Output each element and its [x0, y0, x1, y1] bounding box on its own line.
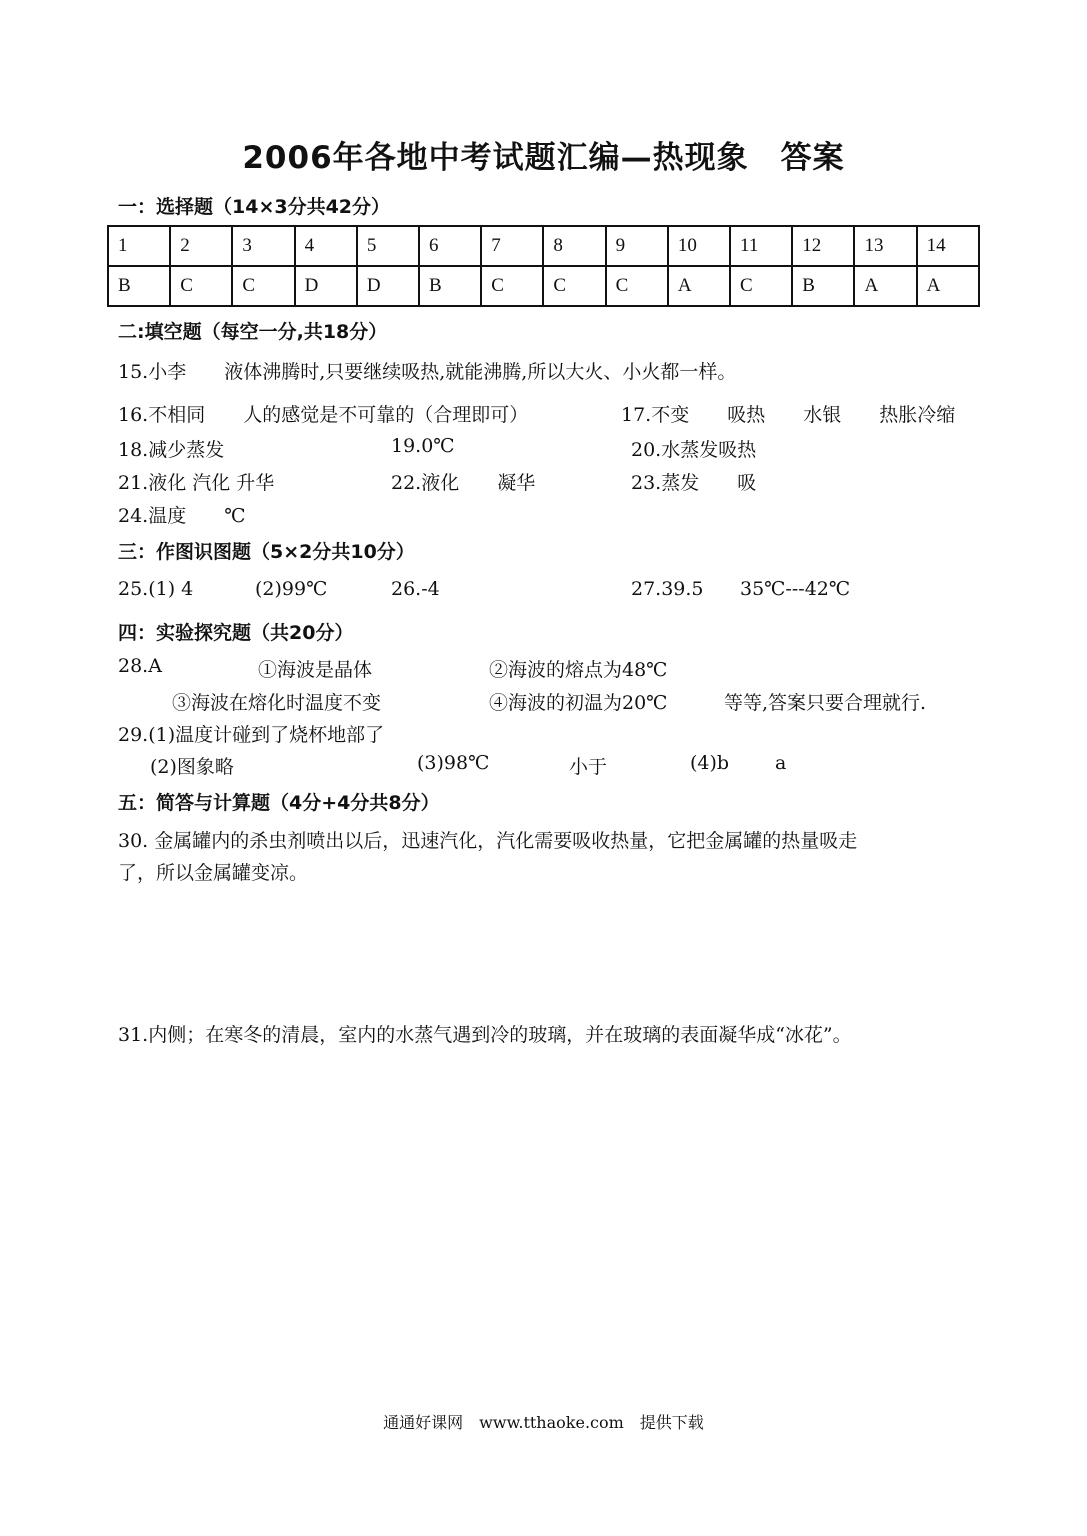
answer-30-line2: 了，所以金属罐变凉。 — [118, 862, 309, 884]
answer-25-part2: (2)99℃ — [255, 578, 328, 600]
section-heading-experiment: 四：实验探究题（共20分） — [118, 622, 354, 644]
question-number-cell: 5 — [357, 226, 419, 266]
question-number-cell: 8 — [543, 226, 605, 266]
answer-28-point3: ③海波在熔化时温度不变 — [172, 692, 382, 714]
section-heading-fill: 二:填空题（每空一分,共18分） — [118, 321, 388, 343]
answer-cell: B — [108, 266, 170, 306]
answer-18: 18.减少蒸发 — [118, 439, 225, 461]
question-number-cell: 10 — [668, 226, 730, 266]
question-number-cell: 12 — [792, 226, 854, 266]
answer-cell: B — [419, 266, 481, 306]
answer-24: 24.温度 ℃ — [118, 505, 246, 527]
answer-27-part2: 35℃---42℃ — [740, 578, 851, 600]
answer-27-part1: 27.39.5 — [631, 578, 704, 600]
answer-cell: C — [606, 266, 668, 306]
section-heading-drawing: 三：作图识图题（5×2分共10分） — [118, 541, 415, 563]
question-number-cell: 14 — [917, 226, 979, 266]
answer-29-part2: (2)图象略 — [150, 756, 234, 778]
answer-cell: D — [357, 266, 419, 306]
answer-22: 22.液化 凝华 — [391, 472, 536, 494]
answer-cell: A — [854, 266, 916, 306]
answer-15: 15.小李 液体沸腾时,只要继续吸热,就能沸腾,所以大火、小火都一样。 — [118, 361, 737, 383]
answer-cell: C — [543, 266, 605, 306]
answer-cell: C — [730, 266, 792, 306]
question-number-cell: 1 — [108, 226, 170, 266]
answer-25-part1: 25.(1) 4 — [118, 578, 194, 600]
answer-28-note: 等等,答案只要合理就行. — [724, 692, 927, 714]
question-number-cell: 7 — [481, 226, 543, 266]
answer-cell: C — [481, 266, 543, 306]
table-row-answers — [108, 266, 979, 306]
answer-17: 17.不变 吸热 水银 热胀冷缩 — [621, 404, 956, 426]
answer-29-part3-compare: 小于 — [569, 756, 608, 778]
answer-31: 31.内侧；在寒冬的清晨，室内的水蒸气遇到冷的玻璃，并在玻璃的表面凝华成“冰花”。 — [118, 1024, 852, 1046]
question-number-cell: 3 — [232, 226, 294, 266]
answer-29-part4: (4)b — [690, 752, 730, 774]
footer-source: 通通好课网 www.tthaoke.com 提供下载 — [383, 1413, 704, 1432]
answer-cell: A — [668, 266, 730, 306]
answer-30-line1: 30. 金属罐内的杀虫剂喷出以后，迅速汽化，汽化需要吸收热量，它把金属罐的热量吸走 — [118, 830, 858, 852]
answer-29-part1: 29.(1)温度计碰到了烧杯地部了 — [118, 724, 385, 746]
answer-23: 23.蒸发 吸 — [631, 472, 757, 494]
question-number-cell: 6 — [419, 226, 481, 266]
answer-cell: A — [917, 266, 979, 306]
answer-26: 26.-4 — [391, 578, 440, 600]
question-number-cell: 13 — [854, 226, 916, 266]
answer-16: 16.不相同 人的感觉是不可靠的（合理即可） — [118, 404, 529, 426]
answer-28: 28.A — [118, 655, 162, 677]
question-number-cell: 2 — [170, 226, 232, 266]
answer-21: 21.液化 汽化 升华 — [118, 472, 275, 494]
answer-cell: D — [295, 266, 357, 306]
answer-cell: B — [792, 266, 854, 306]
question-number-cell: 4 — [295, 226, 357, 266]
answer-20: 20.水蒸发吸热 — [631, 439, 757, 461]
answer-19: 19.0℃ — [391, 435, 455, 457]
answer-28-point2: ②海波的熔点为48℃ — [489, 659, 668, 681]
page-title: 2006年各地中考试题汇编—热现象 答案 — [242, 140, 845, 176]
section-heading-choice: 一：选择题（14×3分共42分） — [118, 196, 391, 218]
table-row-numbers — [108, 226, 979, 266]
question-number-cell: 11 — [730, 226, 792, 266]
section-heading-calculation: 五：简答与计算题（4分+4分共8分） — [118, 792, 440, 814]
answer-cell: C — [232, 266, 294, 306]
answer-28-point4: ④海波的初温为20℃ — [489, 692, 668, 714]
answer-table — [107, 225, 980, 307]
answer-29-part4-b: a — [775, 752, 787, 774]
answer-28-point1: ①海波是晶体 — [258, 659, 373, 681]
answer-29-part3: (3)98℃ — [417, 752, 490, 774]
answer-cell: C — [170, 266, 232, 306]
question-number-cell: 9 — [606, 226, 668, 266]
